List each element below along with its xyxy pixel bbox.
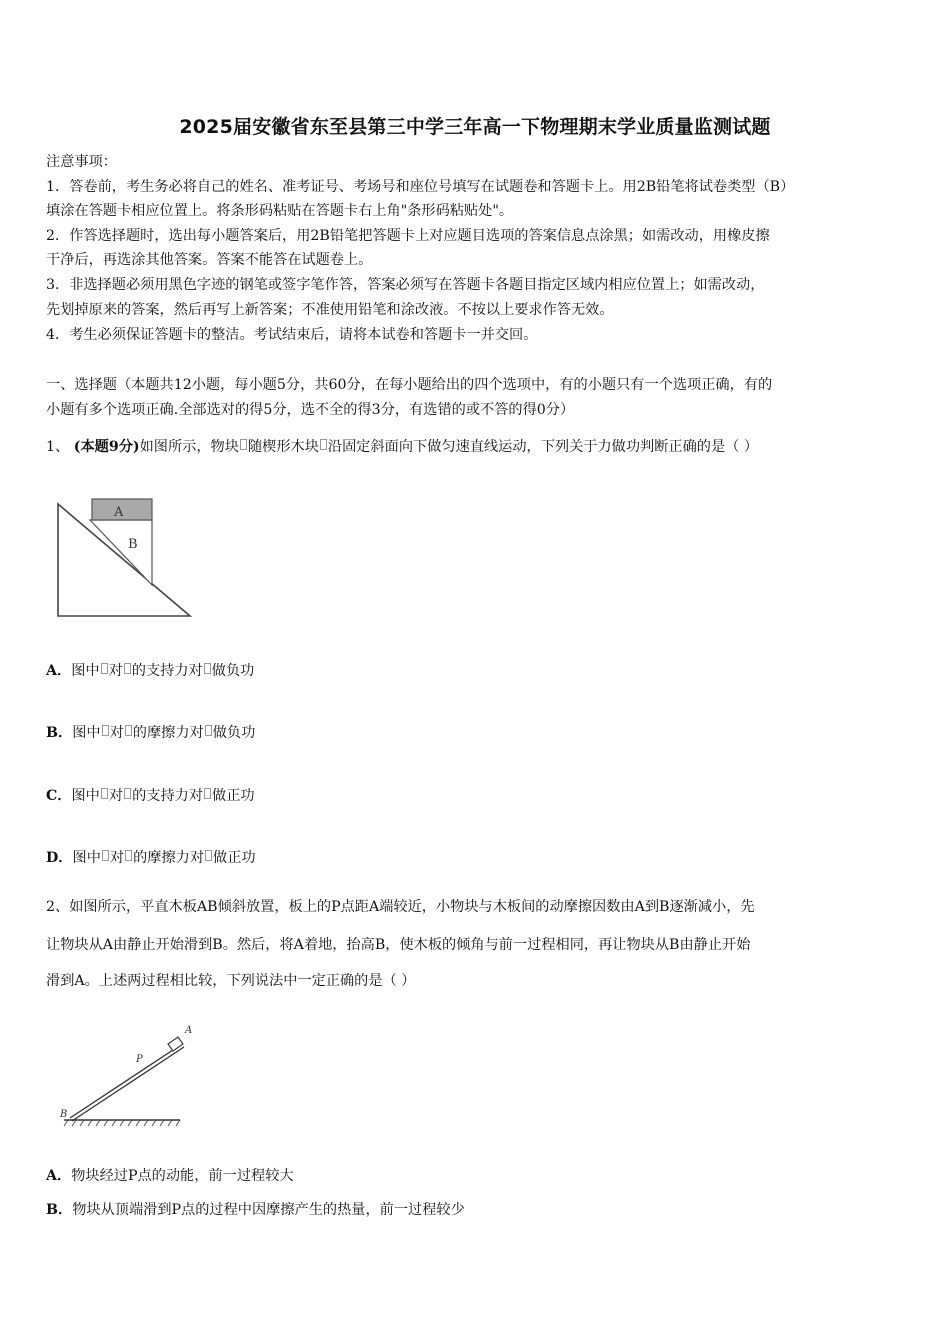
missing-glyph-icon: [101, 663, 108, 674]
option-a[interactable]: A．图中 对 的支持力对 做负功: [46, 663, 255, 679]
question-2-stem: 滑到A。上述两过程相比较，下列说法中一定正确的是（ ）: [46, 973, 416, 989]
incline-board-figure: [58, 1022, 198, 1130]
section-header: 小题有多个选项正确.全部选对的得5分，选不全的得3分，有选错的或不答的得0分）: [46, 402, 575, 418]
missing-glyph-icon: [204, 663, 211, 674]
missing-glyph-icon: [125, 725, 132, 736]
page-title: 2025届安徽省东至县第三中学三年高一下物理期末学业质量监测试题: [179, 116, 771, 138]
notice-heading: 注意事项：: [46, 154, 117, 170]
notice-line: 干净后，再选涂其他答案。答案不能答在试题卷上。: [46, 252, 373, 268]
option-b[interactable]: B．图中 对 的摩擦力对 做负功: [46, 725, 256, 741]
missing-glyph-icon: [205, 725, 212, 736]
label-b: B: [128, 537, 138, 552]
section-header: 一、选择题（本题共12小题，每小题5分，共60分，在每小题给出的四个选项中，有的小题只有一个选项正确，有的: [46, 377, 773, 393]
question-1-stem: [46, 436, 916, 458]
missing-glyph-icon: [124, 663, 131, 674]
missing-glyph-icon: [102, 725, 109, 736]
missing-glyph-icon: [204, 788, 211, 799]
ground-hatching: [64, 1120, 180, 1126]
label-a: A: [185, 1025, 193, 1036]
label-a: A: [114, 505, 124, 520]
notice-line: 4．考生必须保证答题卡的整洁。考试结束后，请将本试卷和答题卡一并交回。: [46, 327, 538, 343]
option-a[interactable]: A．物块经过P点的动能，前一过程较大: [46, 1168, 294, 1184]
wedge-block-b: [90, 520, 152, 585]
label-p: P: [136, 1054, 143, 1065]
option-b[interactable]: B．物块从顶端滑到P点的过程中因摩擦产生的热量，前一过程较少: [46, 1202, 465, 1218]
option-c[interactable]: C．图中 对 的支持力对 做正功: [46, 788, 255, 804]
notice-line: 1．答卷前，考生务必将自己的姓名、准考证号、考场号和座位号填写在试题卷和答题卡上。用2B铅笔将试卷类型（B）: [46, 179, 795, 195]
missing-glyph-icon: [240, 439, 247, 450]
label-b: B: [60, 1109, 68, 1120]
notice-line: 2．作答选择题时，选出每小题答案后，用2B铅笔把答题卡上对应题目选项的答案信息点涂黑；如需改动，用橡皮擦: [46, 228, 770, 244]
board-top-edge: [70, 1044, 182, 1118]
question-2-stem: 让物块从A由静止开始滑到B。然后，将A着地，抬高B，使木板的倾角与前一过程相同，再让物块从B由静止开始: [46, 937, 751, 953]
stem-text: 随楔形木块: [247, 439, 319, 455]
missing-glyph-icon: [124, 788, 131, 799]
question-2-stem: 2、如图所示，平直木板AB倾斜放置，板上的P点距A端较近，小物块与木板间的动摩擦因数由A到B逐渐减小，先: [46, 899, 755, 915]
option-d[interactable]: D．图中 对 的摩擦力对 做正功: [46, 850, 256, 866]
missing-glyph-icon: [320, 439, 327, 450]
missing-glyph-icon: [101, 788, 108, 799]
missing-glyph-icon: [125, 850, 132, 861]
notice-line: 3．非选择题必须用黑色字迹的钢笔或签字笔作答，答案必须写在答题卡各题目指定区域内相应位置上；如需改动，: [46, 277, 765, 293]
stem-text: 沿固定斜面向下做匀速直线运动，下列关于力做功判断正确的是（ ）: [327, 439, 759, 455]
question-number: 1、: [46, 439, 70, 455]
missing-glyph-icon: [102, 850, 109, 861]
missing-glyph-icon: [205, 850, 212, 861]
board-bottom-edge: [72, 1047, 184, 1121]
notice-line: 先划掉原来的答案，然后再写上新答案；不准使用铅笔和涂改液。不按以上要求作答无效。: [46, 302, 614, 318]
wedge-figure: [52, 492, 197, 622]
notice-line: 填涂在答题卡相应位置上。将条形码粘贴在答题卡右上角"条形码粘贴处"。: [46, 203, 514, 219]
stem-text: 如图所示，物块: [139, 439, 239, 455]
question-score: (本题9分): [73, 439, 140, 455]
